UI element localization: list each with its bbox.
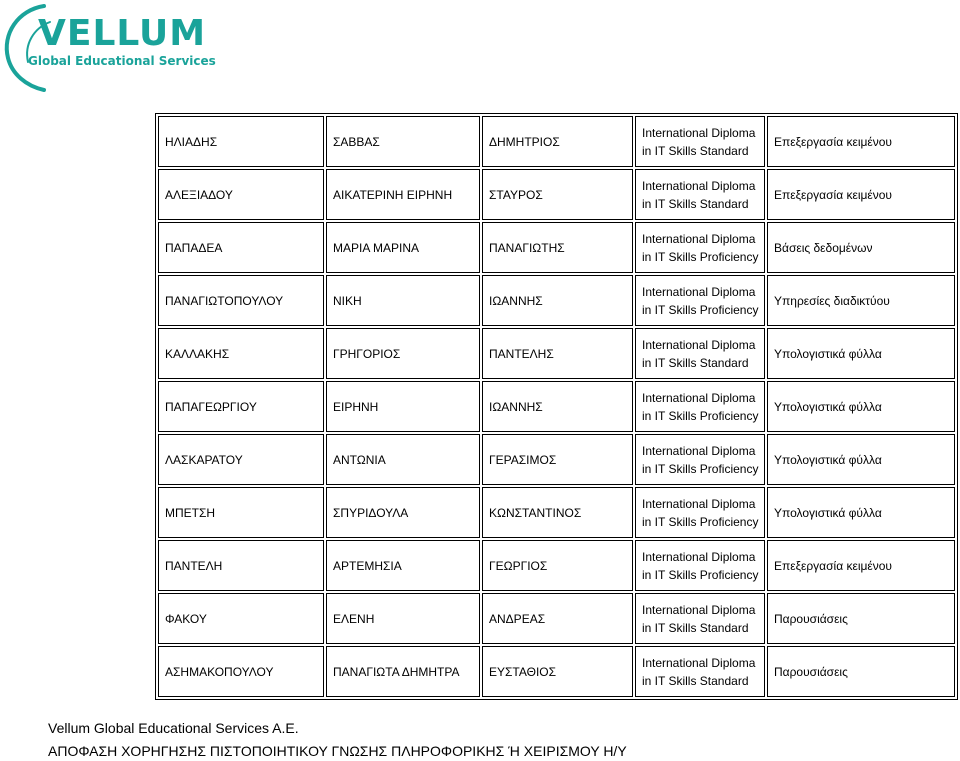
surname-cell: ΑΛΕΞΙΑΔΟΥ — [158, 169, 324, 220]
father-name-cell: ΙΩΑΝΝΗΣ — [482, 381, 633, 432]
diploma-line: in IT Skills Proficiency — [642, 514, 759, 529]
name-cell: ΣΑΒΒΑΣ — [326, 116, 480, 167]
diploma-line: in IT Skills Standard — [642, 355, 749, 370]
name-cell: ΓΡΗΓΟΡΙΟΣ — [326, 328, 480, 379]
table-row — [158, 328, 955, 379]
footer-company: Vellum Global Educational Services A.E. — [48, 720, 299, 736]
table-row — [158, 593, 955, 644]
table-row — [158, 275, 955, 326]
surname-cell: ΠΑΝΤΕΛΗ — [158, 540, 324, 591]
table-row — [158, 434, 955, 485]
diploma-line: International Diploma — [642, 178, 756, 193]
diploma-line: International Diploma — [642, 602, 756, 617]
diploma-cell — [635, 540, 765, 591]
diploma-cell — [635, 434, 765, 485]
father-name-cell: ΔΗΜΗΤΡΙΟΣ — [482, 116, 633, 167]
surname-cell: ΑΣΗΜΑΚΟΠΟΥΛΟΥ — [158, 646, 324, 697]
name-cell: ΕΙΡΗΝΗ — [326, 381, 480, 432]
diploma-line: in IT Skills Proficiency — [642, 249, 759, 264]
module-cell: Παρουσιάσεις — [767, 593, 955, 644]
diploma-cell — [635, 646, 765, 697]
module-cell: Υπολογιστικά φύλλα — [767, 487, 955, 538]
diploma-cell — [635, 381, 765, 432]
footer-decision-title: ΑΠΟΦΑΣΗ ΧΟΡΗΓΗΣΗΣ ΠΙΣΤΟΠΟΙΗΤΙΚΟΥ ΓΝΩΣΗΣ ΠΛΗΡΟΦΟΡΙΚΗΣ Ή ΧΕΙΡΙΣΜΟΥ Η/Υ — [48, 743, 627, 759]
logo-tagline: Global Educational Services — [28, 54, 216, 68]
module-cell: Υπολογιστικά φύλλα — [767, 328, 955, 379]
table-row — [158, 116, 955, 167]
module-cell: Υπηρεσίες διαδικτύου — [767, 275, 955, 326]
name-cell: ΠΑΝΑΓΙΩΤΑ ΔΗΜΗΤΡΑ — [326, 646, 480, 697]
name-cell: ΝΙΚΗ — [326, 275, 480, 326]
father-name-cell: ΓΕΩΡΓΙΟΣ — [482, 540, 633, 591]
name-cell: ΜΑΡΙΑ ΜΑΡΙΝΑ — [326, 222, 480, 273]
name-cell: ΣΠΥΡΙΔΟΥΛΑ — [326, 487, 480, 538]
diploma-line: International Diploma — [642, 337, 756, 352]
name-cell: ΕΛΕΝΗ — [326, 593, 480, 644]
module-cell: Επεξεργασία κειμένου — [767, 169, 955, 220]
diploma-cell — [635, 169, 765, 220]
diploma-line: in IT Skills Standard — [642, 196, 749, 211]
father-name-cell: ΕΥΣΤΑΘΙΟΣ — [482, 646, 633, 697]
module-cell: Επεξεργασία κειμένου — [767, 116, 955, 167]
father-name-cell: ΓΕΡΑΣΙΜΟΣ — [482, 434, 633, 485]
module-cell: Υπολογιστικά φύλλα — [767, 434, 955, 485]
module-cell: Επεξεργασία κειμένου — [767, 540, 955, 591]
diploma-cell — [635, 222, 765, 273]
diploma-cell — [635, 116, 765, 167]
diploma-line: International Diploma — [642, 443, 756, 458]
diploma-line: International Diploma — [642, 390, 756, 405]
diploma-line: in IT Skills Proficiency — [642, 461, 759, 476]
diploma-line: in IT Skills Proficiency — [642, 567, 759, 582]
module-cell: Βάσεις δεδομένων — [767, 222, 955, 273]
diploma-line: in IT Skills Standard — [642, 673, 749, 688]
certificate-table — [155, 113, 958, 700]
father-name-cell: ΙΩΑΝΝΗΣ — [482, 275, 633, 326]
module-cell: Υπολογιστικά φύλλα — [767, 381, 955, 432]
name-cell: ΑΙΚΑΤΕΡΙΝΗ ΕΙΡΗΝΗ — [326, 169, 480, 220]
module-cell: Παρουσιάσεις — [767, 646, 955, 697]
surname-cell: ΦΑΚΟΥ — [158, 593, 324, 644]
surname-cell: ΛΑΣΚΑΡΑΤΟΥ — [158, 434, 324, 485]
table-row — [158, 222, 955, 273]
table-row — [158, 169, 955, 220]
surname-cell: ΠΑΠΑΓΕΩΡΓΙΟΥ — [158, 381, 324, 432]
surname-cell: ΗΛΙΑΔΗΣ — [158, 116, 324, 167]
name-cell: ΑΝΤΩΝΙΑ — [326, 434, 480, 485]
father-name-cell: ΚΩΝΣΤΑΝΤΙΝΟΣ — [482, 487, 633, 538]
diploma-cell — [635, 487, 765, 538]
surname-cell: ΜΠΕΤΣΗ — [158, 487, 324, 538]
diploma-line: International Diploma — [642, 655, 756, 670]
surname-cell: ΠΑΝΑΓΙΩΤΟΠΟΥΛΟΥ — [158, 275, 324, 326]
father-name-cell: ΑΝΔΡΕΑΣ — [482, 593, 633, 644]
table-row — [158, 540, 955, 591]
father-name-cell: ΠΑΝΑΓΙΩΤΗΣ — [482, 222, 633, 273]
diploma-cell — [635, 593, 765, 644]
diploma-line: International Diploma — [642, 284, 756, 299]
diploma-cell — [635, 328, 765, 379]
diploma-line: International Diploma — [642, 125, 756, 140]
father-name-cell: ΠΑΝΤΕΛΗΣ — [482, 328, 633, 379]
diploma-line: International Diploma — [642, 549, 756, 564]
father-name-cell: ΣΤΑΥΡΟΣ — [482, 169, 633, 220]
diploma-line: in IT Skills Proficiency — [642, 408, 759, 423]
diploma-line: in IT Skills Standard — [642, 143, 749, 158]
surname-cell: ΠΑΠΑΔΕΑ — [158, 222, 324, 273]
vellum-logo — [0, 0, 230, 95]
diploma-line: International Diploma — [642, 231, 756, 246]
table-row — [158, 381, 955, 432]
name-cell: ΑΡΤΕΜΗΣΙΑ — [326, 540, 480, 591]
table-row — [158, 487, 955, 538]
diploma-line: International Diploma — [642, 496, 756, 511]
surname-cell: ΚΑΛΛΑΚΗΣ — [158, 328, 324, 379]
diploma-line: in IT Skills Proficiency — [642, 302, 759, 317]
diploma-line: in IT Skills Standard — [642, 620, 749, 635]
logo-wordmark: VELLUM — [38, 13, 207, 54]
diploma-cell — [635, 275, 765, 326]
table-row — [158, 646, 955, 697]
